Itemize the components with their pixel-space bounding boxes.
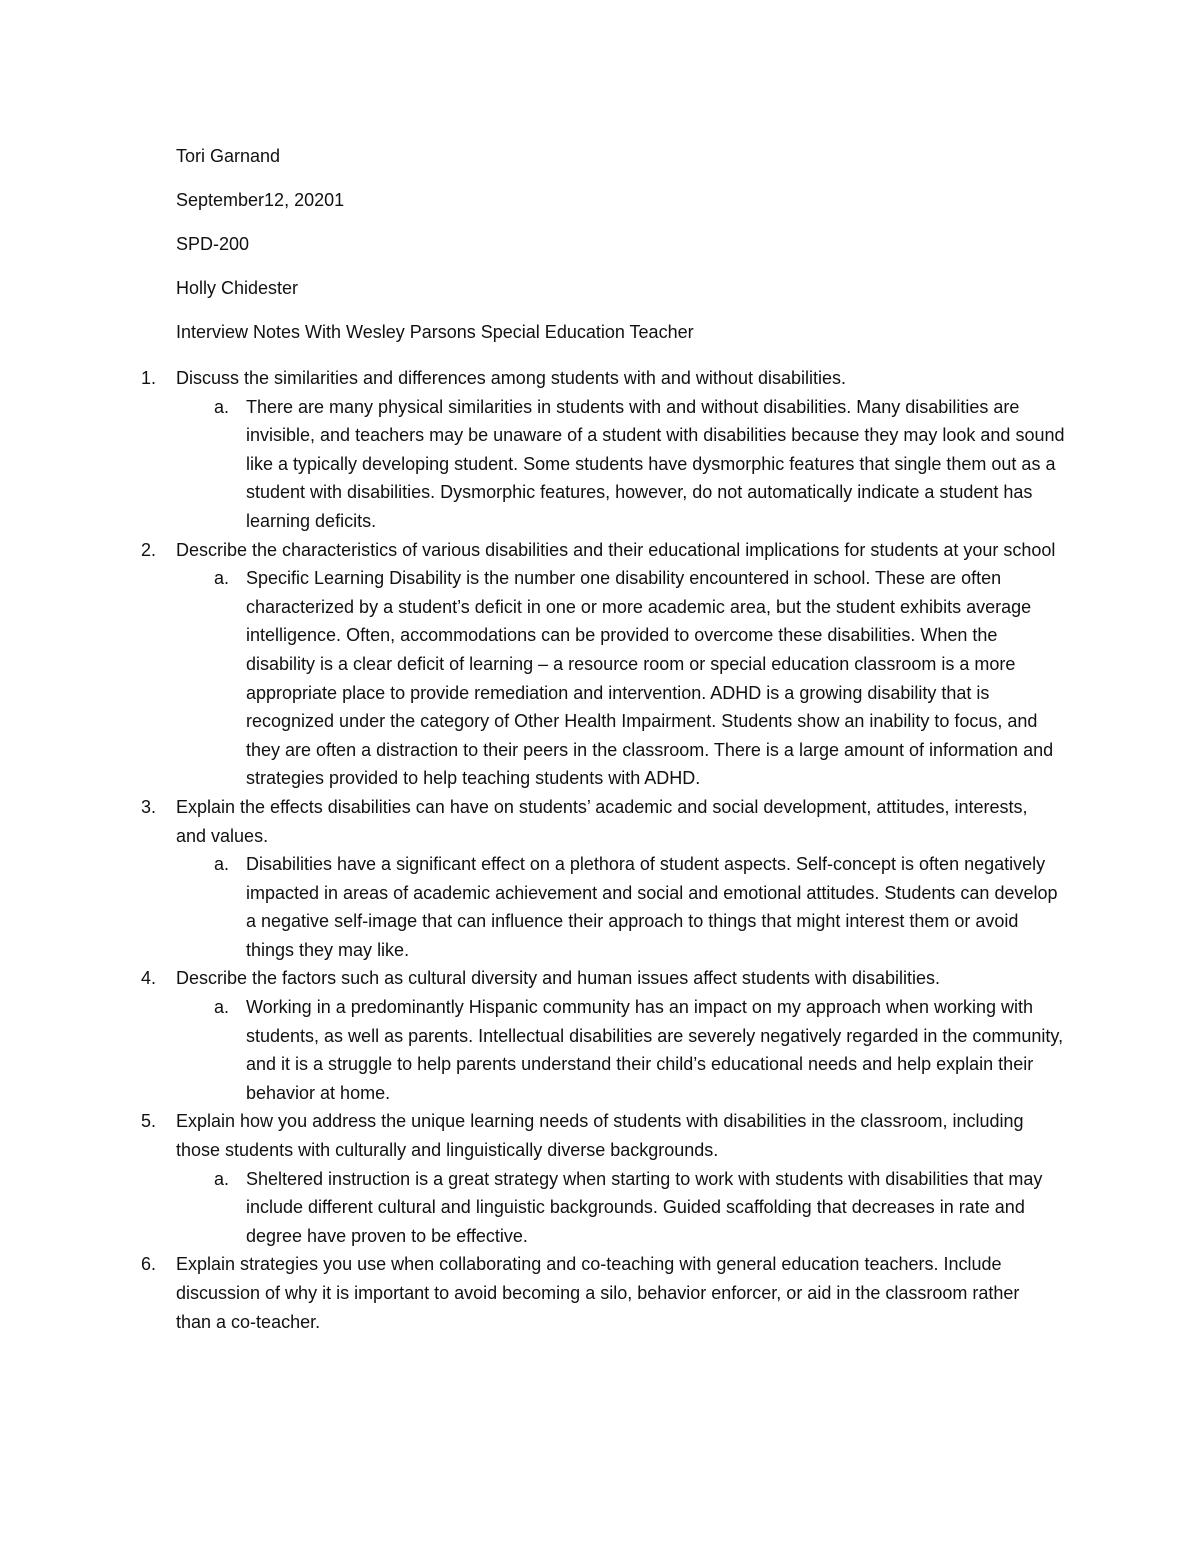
answer-text: Specific Learning Disability is the number one disability encountered in school. These are often characterized by a student’s deficit in one or more academic area, but the student exhibits average intelligence. Often, accommodations can be provided to overcome these disabilities. When the disability is a clear deficit of learning – a resource room or special education classroom is a more appropriate place to provide remediation and intervention. ADHD is a growing disability that is recognized under the category of Other Health Impairment. Students show an inability to focus, and they are often a distraction to their peers in the classroom. There is a large amount of information and strategies provided to help teaching students with ADHD.: [246, 568, 1054, 789]
answer-label: a.: [214, 1168, 230, 1189]
answer-label: a.: [214, 854, 230, 875]
answer-label: a.: [214, 997, 230, 1018]
question-item: [0, 793, 1200, 965]
course-code: SPD-200: [176, 234, 250, 254]
interview-question-list: [0, 364, 1200, 1336]
question-number: 2.: [141, 539, 157, 560]
answer-text: Sheltered instruction is a great strategy when starting to work with students with disabilities that may include different cultural and linguistic backgrounds. Guided scaffolding that decreases in rate and degree have proven to be effective.: [246, 1168, 1043, 1246]
question-number: 1.: [141, 368, 157, 388]
question-number: 5.: [141, 1111, 157, 1132]
question-number: 4.: [141, 968, 157, 989]
question-text: Describe the characteristics of various disabilities and their educational implications for students at your school: [176, 539, 1056, 560]
question-text: Describe the factors such as cultural diversity and human issues affect students with disabilities.: [176, 968, 941, 989]
question-item: [0, 964, 1200, 1107]
answer-label: a.: [214, 568, 230, 589]
answer-item: [0, 564, 1200, 793]
question-number: 6.: [141, 1254, 157, 1275]
question-item: [0, 1250, 1200, 1336]
question-item: [0, 1107, 1200, 1250]
question-text: Explain the effects disabilities can have on students’ academic and social development, attitudes, interests, and values.: [176, 796, 1028, 846]
instructor-name: Holly Chidester: [176, 278, 299, 298]
answer-item: [0, 850, 1200, 964]
document-title: Interview Notes With Wesley Parsons Special Education Teacher: [176, 322, 694, 342]
answer-item: [0, 993, 1200, 1107]
answer-text: Disabilities have a significant effect on a plethora of student aspects. Self-concept is often negatively impacted in areas of academic achievement and social and emotional attitudes. Students can develop a negative self-image that can influence their approach to things that might interest them or avoid things they may like.: [246, 854, 1058, 960]
answer-text: There are many physical similarities in students with and without disabilities. Many disabilities are invisible, and teachers may be unaware of a student with disabilities because they may look and sound like a typically developing student. Some students have dysmorphic features that single them out as a student with disabilities. Dysmorphic features, however, do not automatically indicate a student has learning deficits.: [246, 396, 1065, 531]
question-number: 3.: [141, 796, 157, 817]
question-text: Explain how you address the unique learning needs of students with disabilities in the classroom, including those students with culturally and linguistically diverse backgrounds.: [176, 1111, 1024, 1161]
author-name: Tori Garnand: [176, 146, 281, 166]
answer-item: [0, 1165, 1200, 1251]
answer-text: Working in a predominantly Hispanic community has an impact on my approach when working with students, as well as parents. Intellectual disabilities are severely negatively regarded in the community, and it is a struggle to help parents understand their child’s educational needs and help explain their behavior at home.: [246, 997, 1064, 1103]
answer-label: a.: [214, 396, 230, 417]
question-text: Discuss the similarities and differences among students with and without disabilities.: [176, 368, 846, 388]
document-date: September12, 20201: [176, 190, 345, 210]
answer-item: [0, 393, 1200, 536]
question-item: [0, 364, 1200, 536]
question-text: Explain strategies you use when collaborating and co-teaching with general education teachers. Include discussion of why it is important to avoid becoming a silo, behavior enforcer, or aid in the classroom rather than a co-teacher.: [176, 1254, 1020, 1332]
question-item: [0, 536, 1200, 793]
